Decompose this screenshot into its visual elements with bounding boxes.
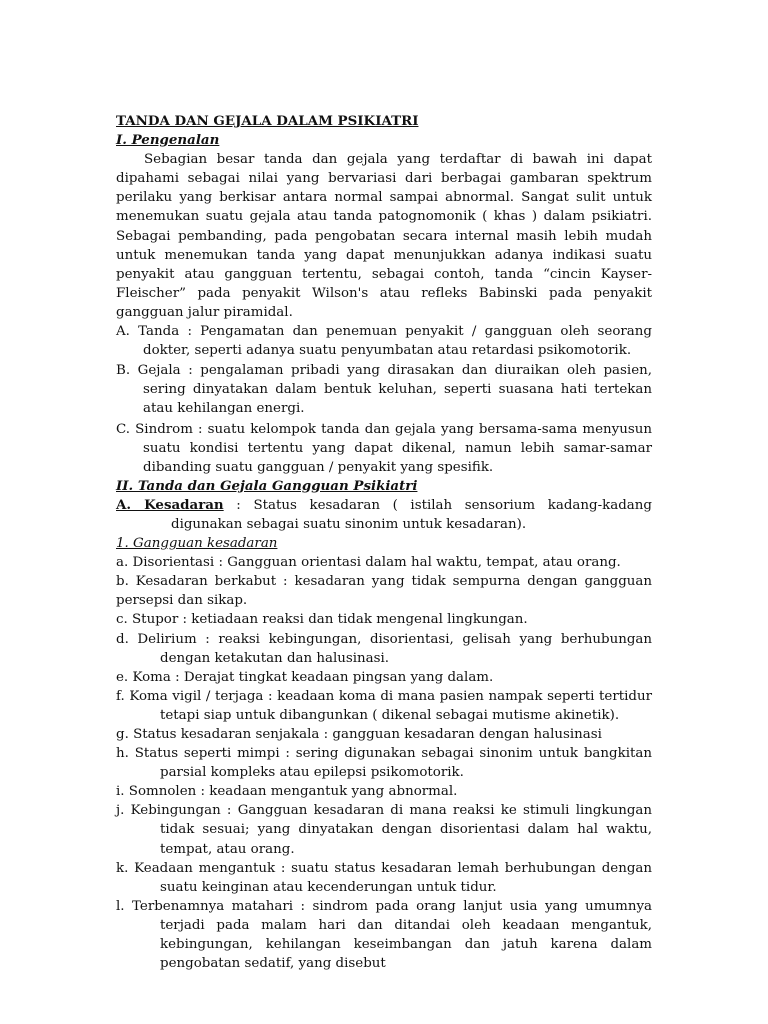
subsection-kesadaran-label: A. Kesadaran [116,496,224,513]
list-item-somnolen: i. Somnolen : keadaan mengantuk yang abnormal. [116,784,458,800]
document-title: TANDA DAN GEJALA DALAM PSIKIATRI [116,113,419,129]
list-item-stupor: c. Stupor : ketiadaan reaksi dan tidak mengenal lingkungan. [116,612,528,628]
list-item-delirium: d. Delirium : reaksi kebingungan, disorientasi, gelisah yang berhubungan dengan ketakutan dan halusinasi. [116,631,652,666]
list-item-gejala: B. Gejala : pengalaman pribadi yang dirasakan dan diuraikan oleh pasien, sering dinyatakan dalam bentuk keluhan, seperti suasana hati tertekan atau kehilangan energi. [116,363,652,417]
section-heading-pengenalan: I. Pengenalan [116,132,220,149]
list-item-sindrom: C. Sindrom : suatu kelompok tanda dan gejala yang bersama-sama menyusun suatu kondisi tertentu yang dapat dikenal, namun lebih samar-samar dibanding suatu gangguan / penyakit yang spesifik. [116,421,652,475]
intro-paragraph: Sebagian besar tanda dan gejala yang terdaftar di bawah ini dapat dipahami sebagai nilai yang bervariasi dari berbagai gambaran spektrum perilaku yang berkisar antara normal sampai abnormal. Sangat sulit untuk menemukan suatu gejala atau tanda patognomonik ( khas ) dalam psikiatri. Sebagai pembanding, pada pengobatan secara internal masih lebih mudah untuk menemukan tanda yang dapat menunjukkan adanya indikasi suatu penyakit atau gangguan tertentu, sebagai contoh, tanda “cincin Kayser-Fleischer” pada penyakit Wilson's atau refleks Babinski pada penyakit gangguan jalur piramidal. [116,152,652,320]
list-item-kebingungan: j. Kebingungan : Gangguan kesadaran di mana reaksi ke stimuli lingkungan tidak sesuai; yang dinyatakan dengan disorientasi dalam hal waktu, tempat, atau orang. [116,803,652,857]
subsection-gangguan-kesadaran: 1. Gangguan kesadaran [116,536,278,552]
subsection-kesadaran [116,496,652,534]
document-body [116,112,652,973]
list-item-kesadaran-berkabut: b. Kesadaran berkabut : kesadaran yang tidak sempurna dengan gangguan persepsi dan sikap. [116,574,652,609]
list-item-disorientasi: a. Disorientasi : Gangguan orientasi dalam hal waktu, tempat, atau orang. [116,555,621,571]
list-item-koma: e. Koma : Derajat tingkat keadaan pingsan yang dalam. [116,669,494,685]
list-item-terbenamnya-matahari: l. Terbenamnya matahari : sindrom pada orang lanjut usia yang umumnya terjadi pada malam hari dan ditandai oleh keadaan mengantuk, kebingungan, kehilangan keseimbangan dan jatuh karena dalam pengobatan sedatif, yang disebut [116,898,652,972]
list-item-tanda: A. Tanda : Pengamatan dan penemuan penyakit / gangguan oleh seorang dokter, seperti adanya suatu penyumbatan atau retardasi psikomotorik. [116,324,652,359]
list-item-senjakala: g. Status kesadaran senjakala : gangguan kesadaran dengan halusinasi [116,727,602,742]
list-item-seperti-mimpi: h. Status seperti mimpi : sering digunakan sebagai sinonim untuk bangkitan parsial kompleks atau epilepsi psikomotorik. [116,746,652,781]
section-heading-tanda-gejala: II. Tanda dan Gejala Gangguan Psikiatri [116,477,418,494]
list-item-koma-vigil: f. Koma vigil / terjaga : keadaan koma di mana pasien nampak seperti tertidur tetapi siap untuk dibangunkan ( dikenal sebagai mutisme akinetik). [116,688,652,723]
list-item-keadaan-mengantuk: k. Keadaan mengantuk : suatu status kesadaran lemah berhubungan dengan suatu keinginan atau kecenderungan untuk tidur. [116,860,652,895]
subsection-kesadaran-text: : Status kesadaran ( istilah sensorium kadang-kadang digunakan sebagai suatu sinonim untuk kesadaran). [171,497,652,532]
